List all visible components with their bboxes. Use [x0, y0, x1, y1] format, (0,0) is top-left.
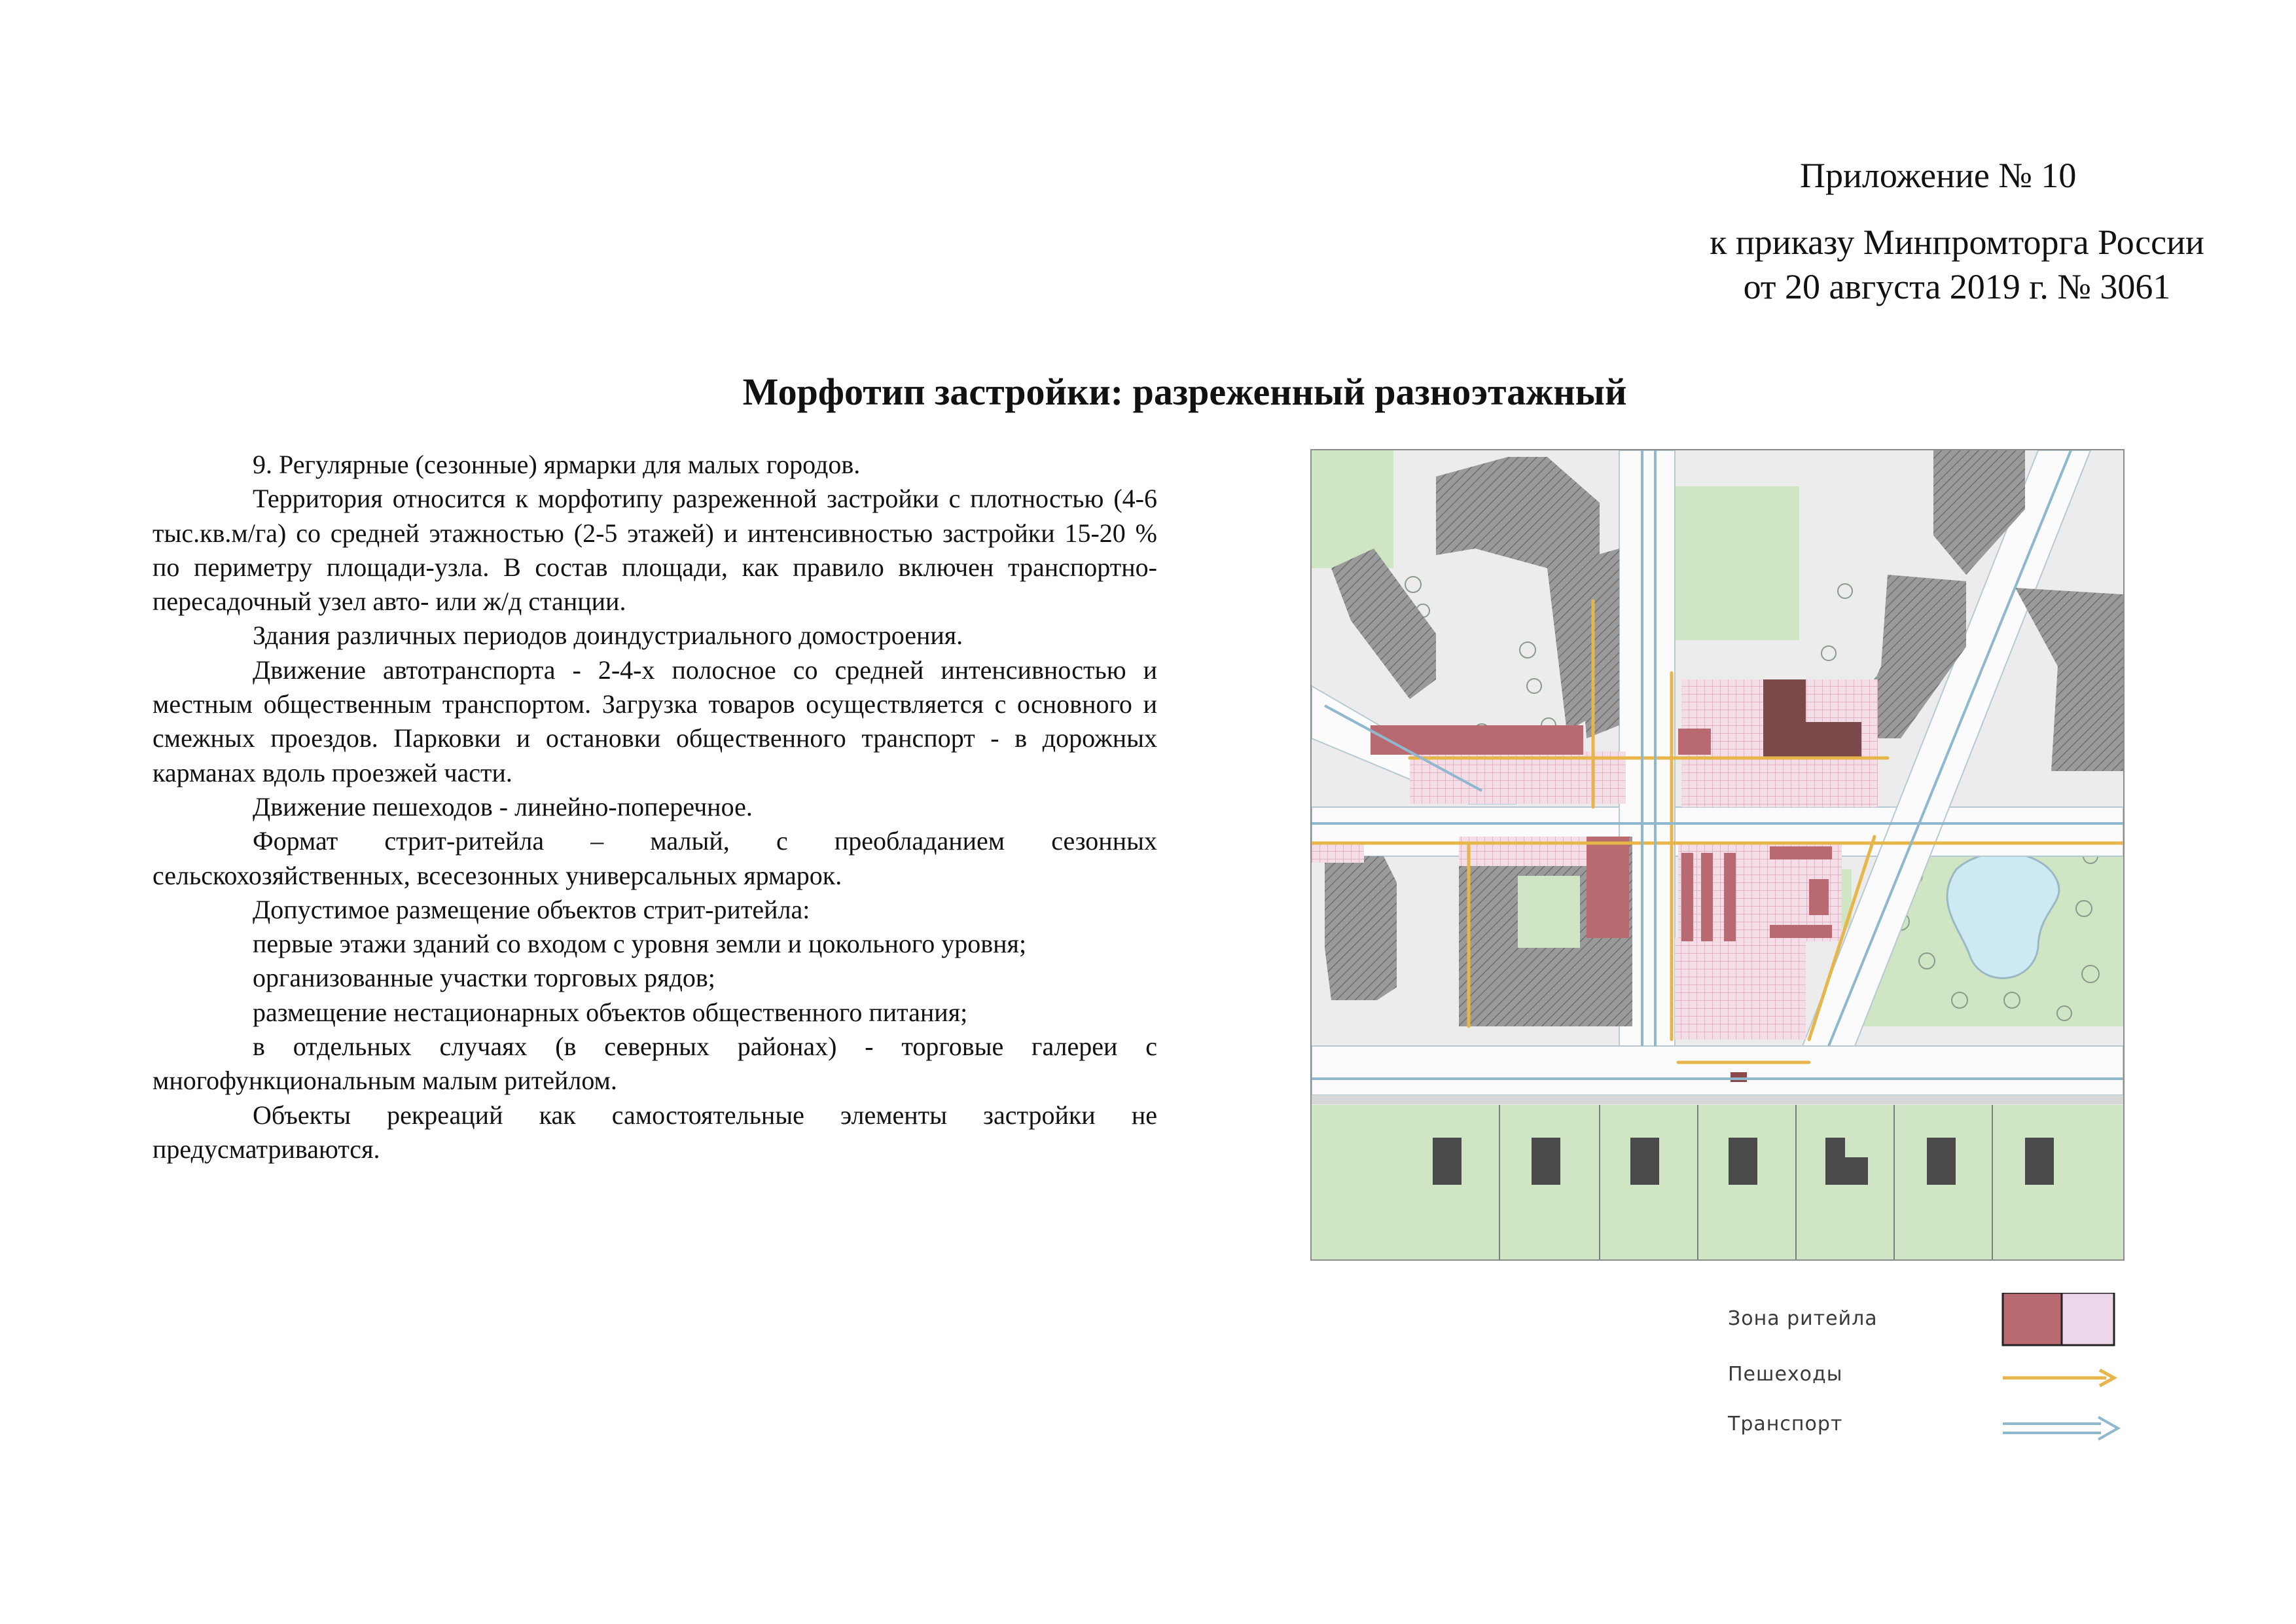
paragraph: Объекты рекреаций как самостоятельные элементы застройки не предусматриваются.	[152, 1100, 1157, 1164]
order-date: от 20 августа 2019 г. № 3061	[1743, 267, 2171, 306]
site-plan	[1310, 449, 2125, 1261]
paragraph: первые этажи зданий со входом с уровня земли и цокольного уровня;	[253, 929, 1027, 959]
legend-pedestrian-arrow	[2003, 1370, 2114, 1386]
map-legend	[1728, 1293, 2134, 1450]
paragraph: 9. Регулярные (сезонные) ярмарки для малых городов.	[253, 450, 861, 479]
paragraph: размещение нестационарных объектов общественного питания;	[253, 997, 968, 1027]
paragraph: в отдельных случаях (в северных районах) - торговые галереи с многофункциональным малым ритейлом.	[152, 1032, 1157, 1096]
paragraph: организованные участки торговых рядов;	[253, 963, 715, 993]
legend-pedestrians-label: Пешеходы	[1728, 1363, 1843, 1386]
appendix-number: Приложение № 10	[1800, 156, 2077, 195]
paragraph: Здания различных периодов доиндустриального домостроения.	[253, 621, 963, 651]
legend-retail-light-swatch	[2062, 1293, 2114, 1345]
order-reference: к приказу Минпромторга России	[1710, 223, 2204, 262]
legend-retail-label: Зона ритейла	[1728, 1307, 1878, 1330]
paragraph: Движение автотранспорта - 2-4-х полосное со средней интенсивностью и местным общественным транспортом. Загрузка товаров осуществляется с основного и смежных проездов. Парковки и остановки общественного транспорт - в дорожных карманах вдоль проезжей части.	[152, 655, 1157, 787]
paragraph: Формат стрит-ритейла – малый, с преобладанием сезонных сельскохозяйственных, всесезонных универсальных ярмарок.	[152, 826, 1157, 890]
legend-retail-dark-swatch	[2003, 1293, 2062, 1345]
page-title: Морфотип застройки: разреженный разноэтажный	[742, 370, 1627, 413]
paragraph: Движение пешеходов - линейно-поперечное.	[253, 791, 753, 821]
legend-transport-arrow	[2003, 1417, 2118, 1439]
paragraph: Допустимое размещение объектов стрит-ритейла:	[253, 894, 810, 924]
paragraph: Территория относится к морфотипу разреженной застройки с плотностью (4-6 тыс.кв.м/га) со средней этажностью (2-5 этажей) и интенсивностью застройки 15-20 % по периметру площади-узла. В состав площади, как правило включен транспортно-пересадочный узел авто- или ж/д станции.	[152, 484, 1157, 617]
legend-transport-label: Транспорт	[1728, 1413, 1843, 1435]
body-text	[152, 448, 1157, 1166]
